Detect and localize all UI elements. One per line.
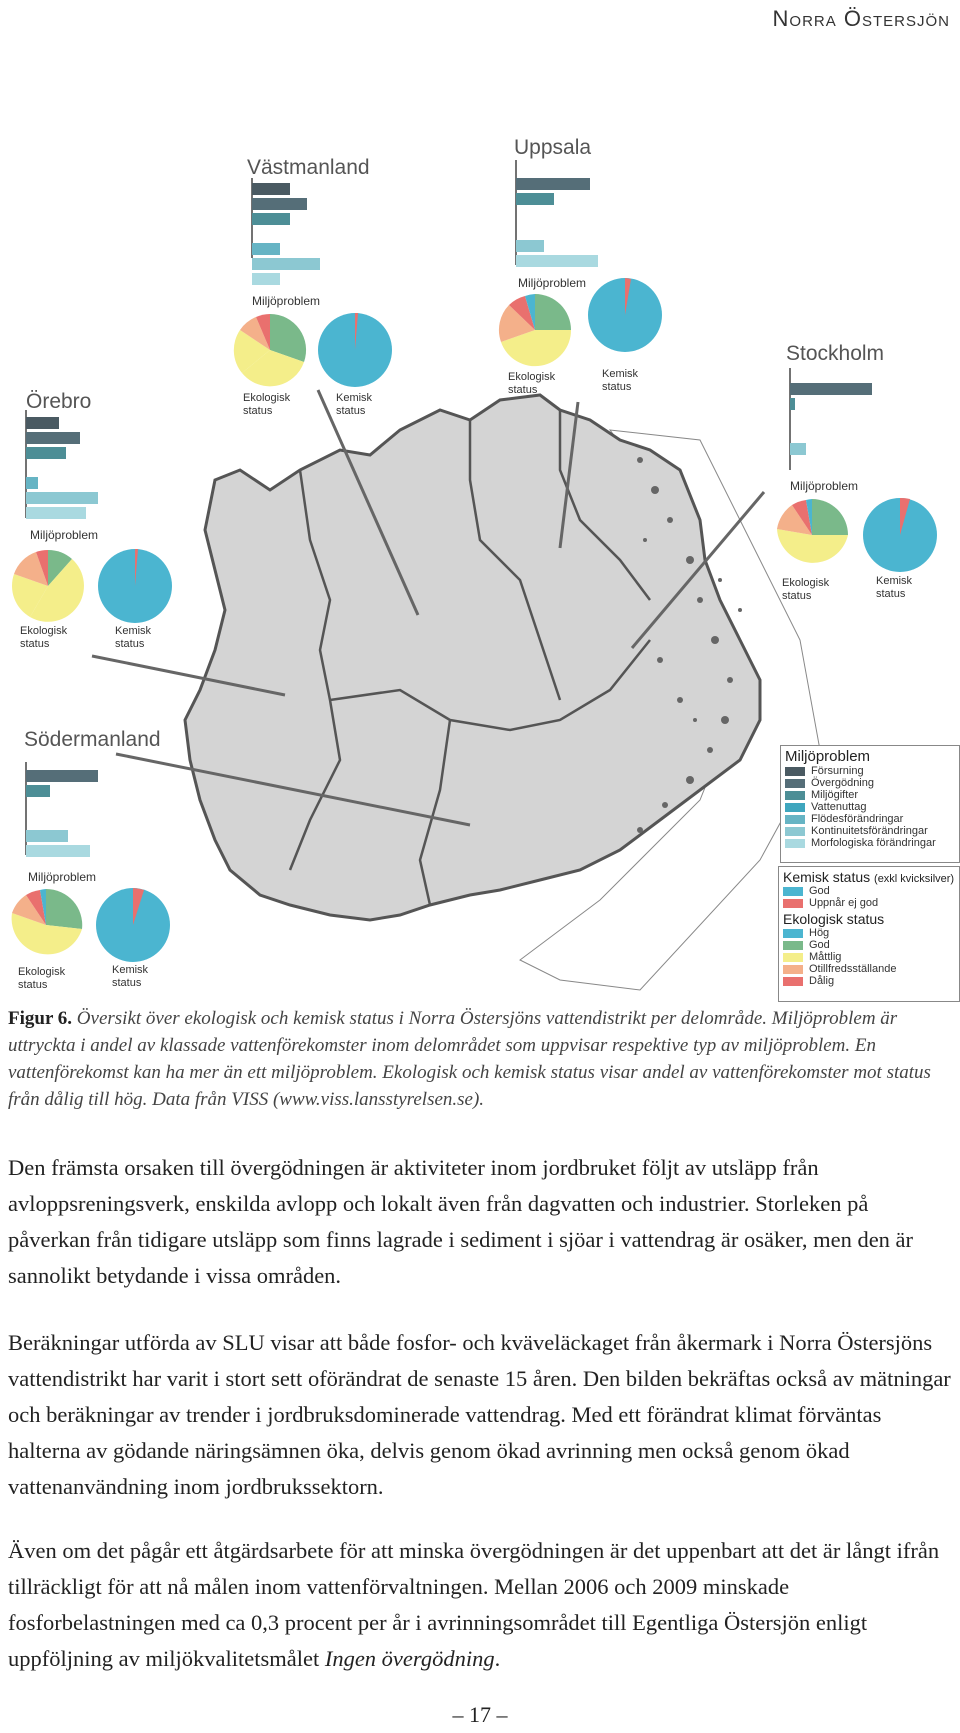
paragraph-3 [8, 1533, 953, 1677]
bars-orebro [26, 417, 98, 519]
paragraph-1: Den främsta orsaken till övergödningen är aktiviteter inom jordbruket följt av utsläpp från avloppsreningsverk, enskilda avlopp och lokalt även från dagvatten och industrier. Storleken på påverkan från tidigare utsläpp som finns lagrade i sediment i sjöar i vattendrag är osäker, men den är sannolikt betydande i vissa områden. [8, 1155, 914, 1288]
legend-kem-title: Kemisk status [783, 869, 871, 885]
pie-kem-stockholm [863, 498, 937, 572]
paragraph-3-end: . [494, 1646, 501, 1671]
legend-eko-title: Ekologisk status [783, 911, 885, 927]
legend-item: Uppnår ej god [783, 897, 955, 909]
pie-kem-orebro [98, 549, 172, 623]
eko-label-uppsala: Ekologisk status [508, 371, 556, 396]
legend-item: Kontinuitetsförändringar [785, 825, 955, 837]
legend-item: Dålig [783, 975, 955, 987]
legend-item: God [783, 939, 955, 951]
eko-label-orebro: Ekologisk status [20, 625, 68, 650]
legend-item: Övergödning [785, 777, 955, 789]
running-title: Norra Östersjön [772, 6, 950, 31]
kem-label-uppsala: Kemisk status [602, 368, 639, 393]
region-name-stockholm: Stockholm [786, 342, 885, 365]
bars-uppsala [516, 178, 598, 267]
legend-miljo-title: Miljöproblem [785, 748, 871, 765]
page-number: – 17 – [452, 1702, 508, 1727]
legend-item: Morfologiska förändringar [785, 837, 955, 849]
pie-kem-uppsala [588, 278, 662, 352]
region-name-orebro: Örebro [26, 390, 92, 413]
pie-eko-sodermanland [12, 889, 83, 954]
caption-text: Översikt över ekologisk och kemisk status i Norra Östersjöns vattendistrikt per delområde. Miljöproblem är uttryckta i andel av klassade vattenförekomster inom delområdet som uppvisar respektive typ av miljöproblem. En vattenförekomst kan ha mer än ett miljöproblem. Ekologisk och kemisk status visar andel av vattenförekomster mot status från dålig till hög. Data från VISS (www.viss.lansstyrelsen.se). [8, 1008, 931, 1110]
legend-kem-title-note: (exkl kvicksilver) [874, 873, 955, 885]
kem-label-orebro: Kemisk status [115, 625, 152, 650]
bars-sodermanland [26, 770, 98, 857]
paragraph-3-text: Även om det pågår ett åtgärdsarbete för att minska övergödningen är det uppenbart att det är långt ifrån tillräckligt för att nå målen inom vattenförvaltningen. Mellan 2006 och 2009 minskade fosforbelastningen med ca 0,3 procent per år i avrinningsområdet till Egentliga Östersjön enligt uppföljning av miljökvalitetsmålet [8, 1538, 940, 1671]
miljo-label-stockholm: Miljöproblem [790, 479, 859, 493]
kem-label-vastmanland: Kemisk status [336, 392, 373, 417]
eko-label-sodermanland: Ekologisk status [18, 966, 66, 991]
legend-item: Otillfredsställande [783, 963, 955, 975]
caption-label: Figur 6. [8, 1008, 73, 1029]
legend-status [778, 866, 960, 1002]
legend-item: Måttlig [783, 951, 955, 963]
legend-item: Miljögifter [785, 789, 955, 801]
miljo-label-uppsala: Miljöproblem [518, 276, 587, 290]
figure-caption [8, 1005, 948, 1113]
bars-stockholm [790, 383, 872, 455]
region-name-sodermanland: Södermanland [24, 728, 161, 751]
miljo-label-sodermanland: Miljöproblem [28, 870, 97, 884]
district-landmass [185, 395, 760, 920]
legend-item: Flödesförändringar [785, 813, 955, 825]
pie-kem-sodermanland [96, 888, 170, 962]
miljo-label-orebro: Miljöproblem [30, 528, 99, 542]
legend-item: Hög [783, 927, 955, 939]
kem-label-sodermanland: Kemisk status [112, 964, 149, 989]
eko-label-vastmanland: Ekologisk status [243, 392, 291, 417]
paragraph-3-italic: Ingen övergödning [324, 1646, 495, 1671]
legend-miljoproblem [780, 745, 960, 863]
region-name-vastmanland: Västmanland [247, 156, 370, 179]
region-name-uppsala: Uppsala [514, 136, 592, 159]
miljo-label-vastmanland: Miljöproblem [252, 294, 321, 308]
pie-eko-uppsala [499, 294, 571, 366]
pie-eko-vastmanland [234, 314, 306, 386]
legend-item: Försurning [785, 765, 955, 777]
pie-kem-vastmanland [318, 313, 392, 387]
kem-label-stockholm: Kemisk status [876, 575, 913, 600]
eko-label-stockholm: Ekologisk status [782, 577, 830, 602]
pie-eko-orebro [12, 550, 84, 622]
pie-eko-stockholm [777, 499, 848, 563]
paragraph-2: Beräkningar utförda av SLU visar att både fosfor- och kväveläckaget från åkermark i Norra Östersjöns vattendistrikt har varit i stort sett oförändrat de senaste 15 åren. Den bilden bekräftas också av mätningar och beräkningar av trender i jordbruksdominerade vattendrag. Med ett förändrat klimat förväntas halterna av gödande näringsämnen öka, delvis genom ökad avrinning men också genom ökad vattenanvändning inom jordbrukssektorn. [8, 1330, 951, 1499]
bars-vastmanland [252, 183, 320, 285]
legend-item: God [783, 885, 955, 897]
legend-item: Vattenuttag [785, 801, 955, 813]
